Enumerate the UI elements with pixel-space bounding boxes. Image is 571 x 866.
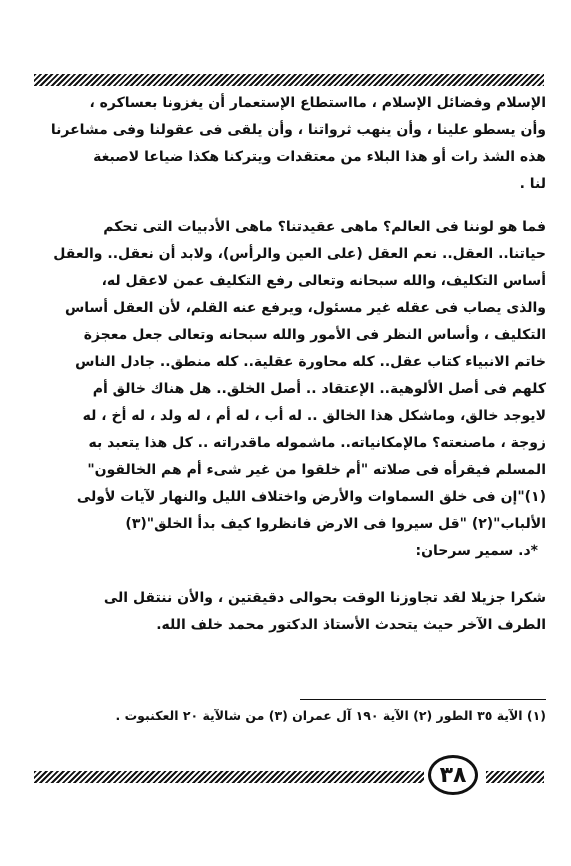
page-number: ٣٨: [428, 755, 478, 795]
text-line: زوجة ، ماصنعته؟ مالإمكانياته.. ماشموله ماقدراته .. كل هذا يتعبد به: [88, 435, 546, 451]
text-line: والذى يصاب فى عقله غير مسئول، ويرفع عنه القلم، لأن العقل أساس: [64, 300, 546, 316]
footnote-text: (١) الآية ٣٥ الطور (٢) الآية ١٩٠ آل عمران (٣) من شالآية ٢٠ العكنبوت .: [115, 708, 546, 723]
speaker-signature: *د. سمير سرحان:: [415, 543, 538, 559]
paragraph-2: [30, 214, 546, 538]
bottom-border-right: [486, 771, 544, 783]
text-line: الطرف الآخر حيث يتحدث الأستاذ الدكتور محمد خلف الله.: [156, 617, 546, 633]
bottom-border-left: [34, 771, 424, 783]
text-line: هذه الشذ رات أو هذا البلاء من معتقدات ويتركنا هكذا ضياعا لاصبغة: [93, 149, 546, 165]
text-line: التكليف ، وأساس النظر فى الأمور والله سبحانه وتعالى جعل معجزة: [83, 327, 546, 343]
text-line: لايوجد خالق، وماشكل هذا الخالق .. له أب ، له أم ، له ولد ، له أخ ، له: [82, 408, 546, 424]
top-border: [34, 74, 544, 86]
paragraph-3: [30, 585, 546, 639]
text-line: حياتنا.. العقل.. نعم العقل (على العين والرأس)، ولابد أن نعقل.. والعقل: [53, 246, 546, 262]
paragraph-1: [30, 90, 546, 198]
text-line: الإسلام وفضائل الإسلام ، مااستطاع الإستعمار أن يغزونا بعساكره ،: [89, 95, 546, 111]
text-line: لنا .: [519, 176, 546, 192]
text-line: (١)"إن فى خلق السماوات والأرض واختلاف الليل والنهار لآيات لأولى: [76, 489, 546, 505]
text-line: أساس التكليف، والله سبحانه وتعالى رفع التكليف عمن لاعقل له،: [101, 273, 546, 289]
text-line: الألباب"(٢) "قل سيروا فى الارض فانظروا كيف بدأ الخلق"(٣): [125, 516, 546, 532]
footnotes: [30, 705, 546, 727]
text-line: شكرا جزيلا لقد تجاوزنا الوقت بحوالى دقيقتين ، والأن ننتقل الى: [103, 590, 546, 606]
text-line: فما هو لوننا فى العالم؟ ماهى عقيدتنا؟ ماهى الأدبيات التى تحكم: [103, 219, 546, 235]
text-line: خاتم الانبياء كتاب عقل.. كله محاورة عقلية.. كله منطق.. جادل الناس: [75, 354, 546, 370]
main-text: [30, 90, 546, 639]
text-line: المسلم فيقرأه فى صلاته "أم خلقوا من غير شىء أم هم الخالقون": [87, 462, 546, 478]
footnote-divider: [300, 699, 546, 700]
text-line: وأن يسطو علينا ، وأن ينهب ثرواتنا ، وأن يلقى فى عقولنا وفى مشاعرنا: [50, 122, 546, 138]
text-line: كلهم فى أصل الألوهية.. الإعتقاد .. أصل الخلق.. هل هناك خالق أم: [92, 381, 546, 397]
